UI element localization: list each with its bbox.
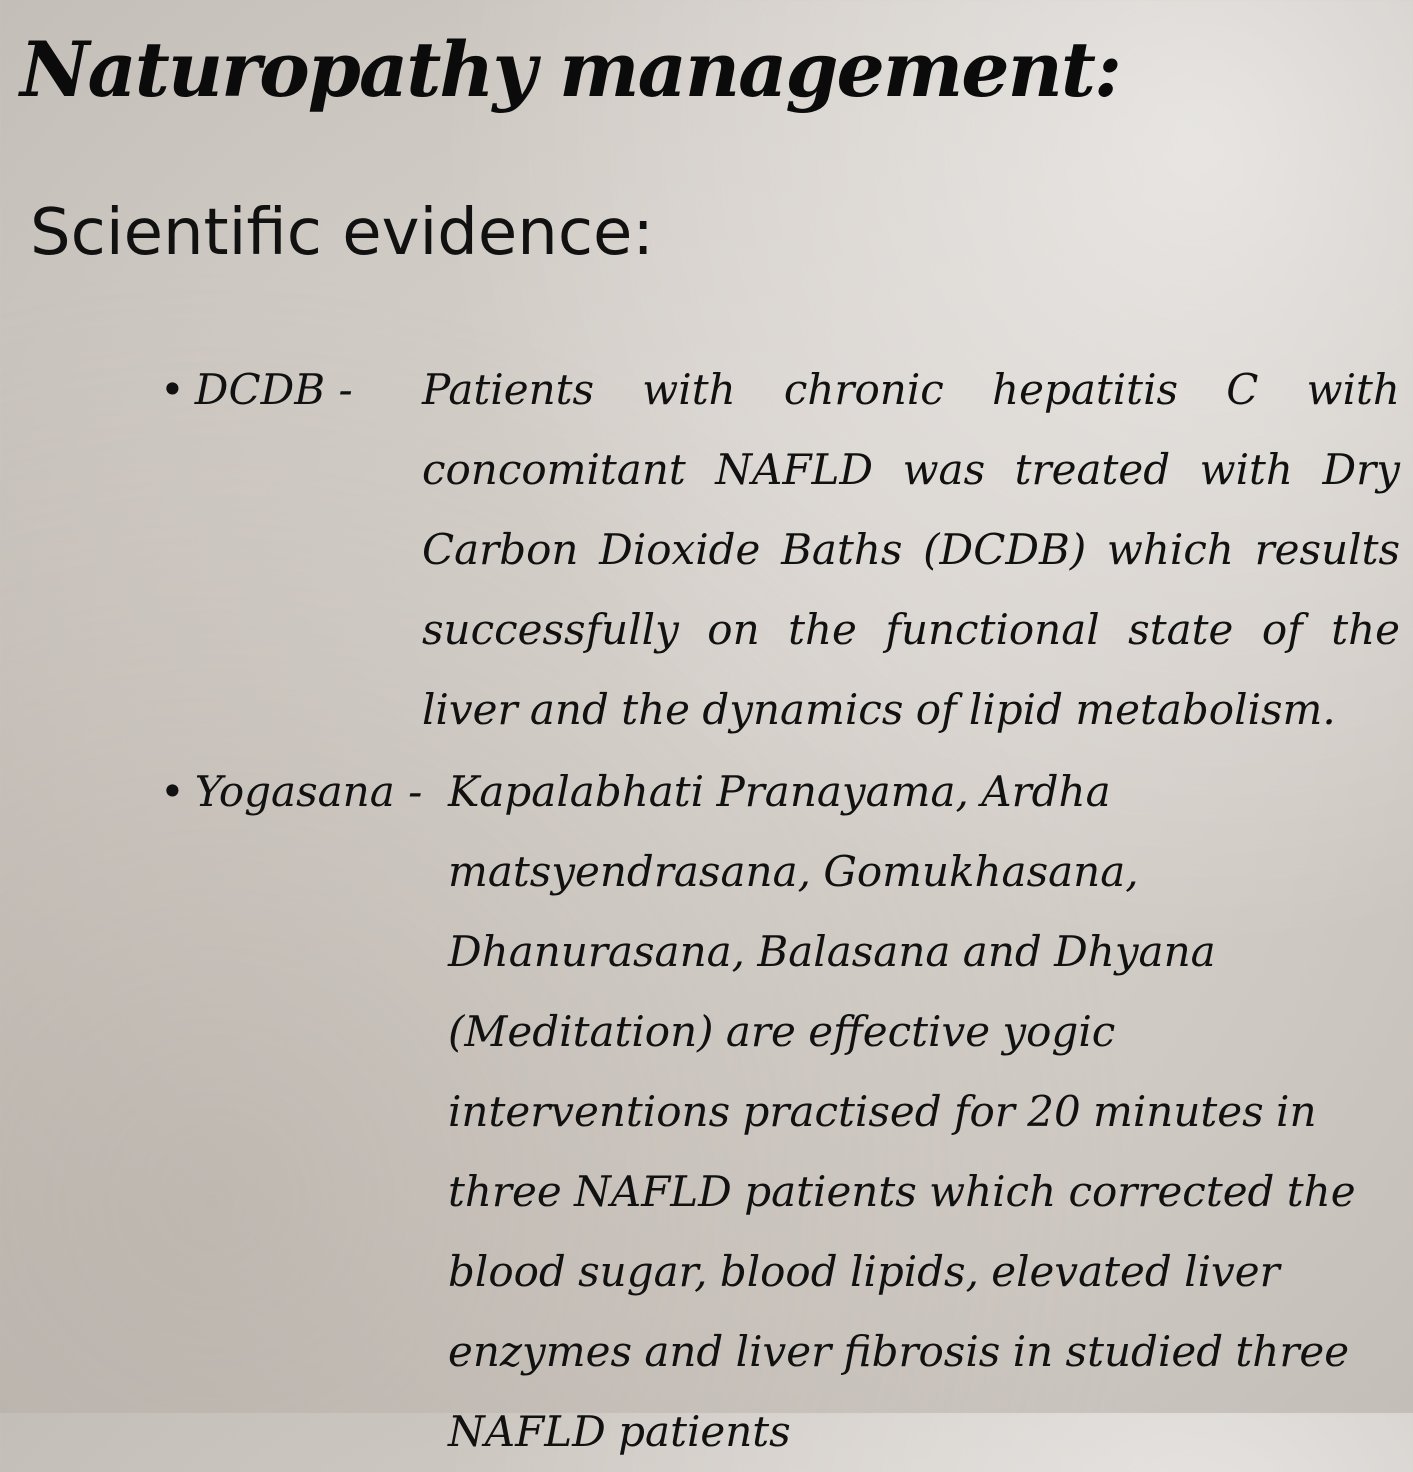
bullet-icon: • [160,767,185,816]
term-label: DCDB - [194,365,353,414]
evidence-term [160,752,448,832]
evidence-item-yogasana [160,752,1400,1472]
bullet-icon: • [160,365,185,414]
section-subtitle: Scientific evidence: [30,196,654,270]
evidence-list [160,350,1400,1472]
term-label: Yogasana - [194,767,423,816]
page-title: Naturopathy management: [20,25,1121,114]
evidence-item-dcdb [160,350,1400,750]
evidence-description: Patients with chronic hepatitis C with concomitant NAFLD was treated with Dry Carbon Dioxide Baths (DCDB) which results successfully on the functional state of the liver and the dynamics of lipid metabolism. [422,365,1400,734]
evidence-description: Kapalabhati Pranayama, Ardha matsyendrasana, Gomukhasana, Dhanurasana, Balasana and Dhyana (Meditation) are effective yogic interventions practised for 20 minutes in three NAFLD patients which corrected the blood sugar, blood lipids, elevated liver enzymes and liver fibrosis in studied three NAFLD patients [448,767,1356,1456]
evidence-term [160,350,422,430]
